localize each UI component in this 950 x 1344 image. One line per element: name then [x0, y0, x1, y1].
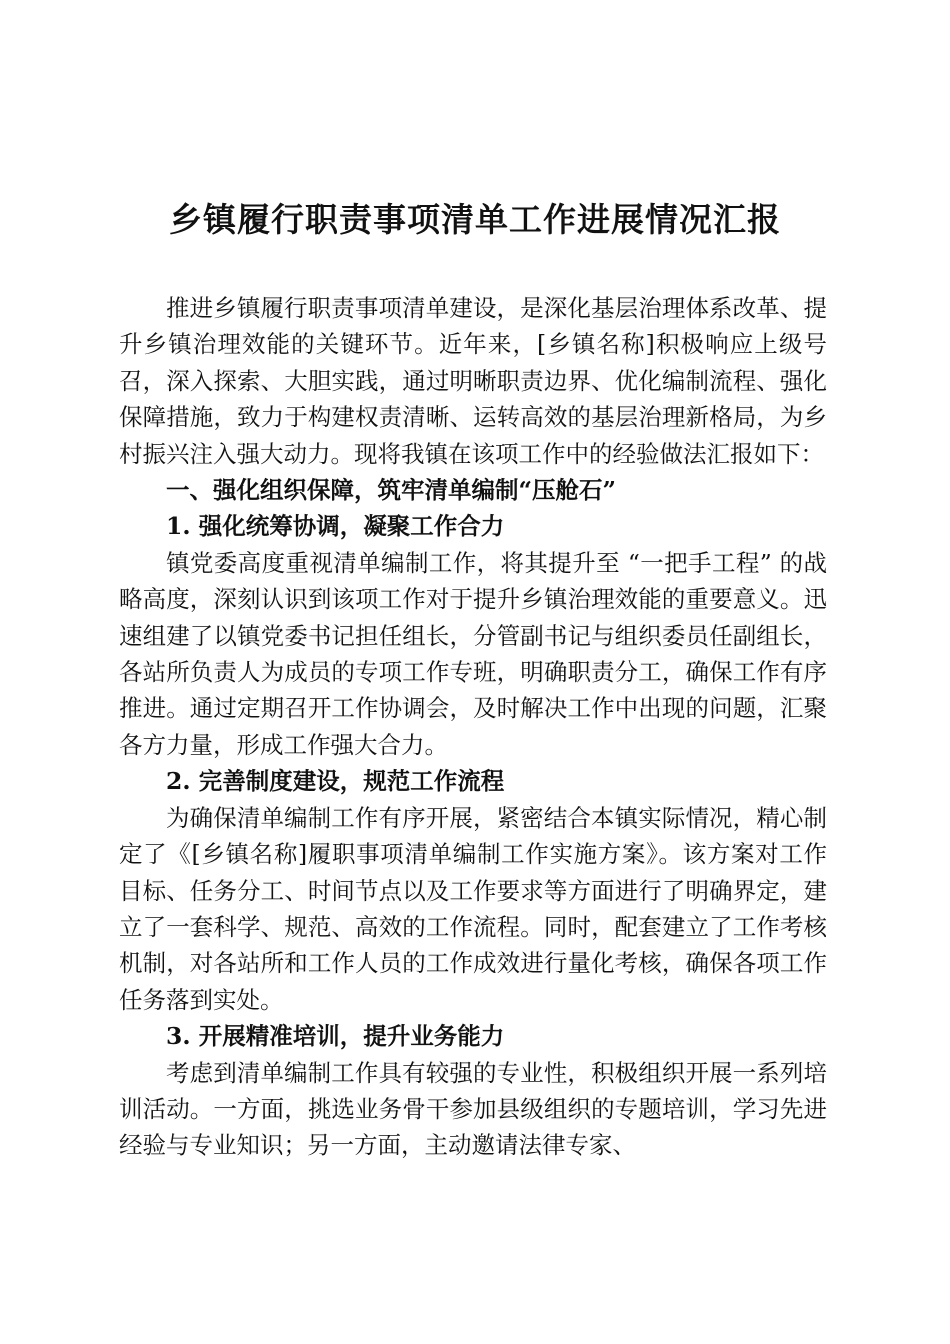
subsection-heading-3: 3. 开展精准培训，提升业务能力 — [166, 1022, 505, 1051]
subsection-heading-2: 2. 完善制度建设，规范工作流程 — [166, 767, 505, 796]
paragraph-coordination: 镇党委高度重视清单编制工作，将其提升至 “一把手工程” 的战略高度，深刻认识到该项工作对于提升乡镇治理效能的重要意义。迅速组建了以镇党委书记担任组长，分管副书记与组织委员任副组长，各站所负责人为成员的专项工作专班，明确职责分工，确保工作有序推进。通过定期召开工作协调会，及时解决工作中出现的问题，汇聚各方力量，形成工作强大合力。 — [119, 548, 827, 759]
document-body — [119, 290, 827, 1164]
paragraph-training: 考虑到清单编制工作具有较强的专业性，积极组织开展一系列培训活动。一方面，挑选业务骨干参加县级组织的专题培训，学习先进经验与专业知识；另一方面，主动邀请法律专家、 — [119, 1058, 827, 1160]
section-heading-1: 一、强化组织保障，筑牢清单编制“压舱石” — [166, 476, 617, 505]
intro-paragraph: 推进乡镇履行职责事项清单建设，是深化基层治理体系改革、提升乡镇治理效能的关键环节。近年来，[乡镇名称]积极响应上级号召，深入探索、大胆实践，通过明晰职责边界、优化编制流程、强化保障措施，致力于构建权责清晰、运转高效的基层治理新格局，为乡村振兴注入强大动力。现将我镇在该项工作中的经验做法汇报如下： — [119, 294, 827, 468]
subsection-heading-1: 1. 强化统筹协调，凝聚工作合力 — [166, 512, 505, 541]
document-title: 乡镇履行职责事项清单工作进展情况汇报 — [169, 200, 781, 239]
paragraph-system-building: 为确保清单编制工作有序开展，紧密结合本镇实际情况，精心制定了《[乡镇名称]履职事项清单编制工作实施方案》。该方案对工作目标、任务分工、时间节点以及工作要求等方面进行了明确界定，建立了一套科学、规范、高效的工作流程。同时，配套建立了工作考核机制，对各站所和工作人员的工作成效进行量化考核，确保各项工作任务落到实处。 — [119, 803, 827, 1014]
